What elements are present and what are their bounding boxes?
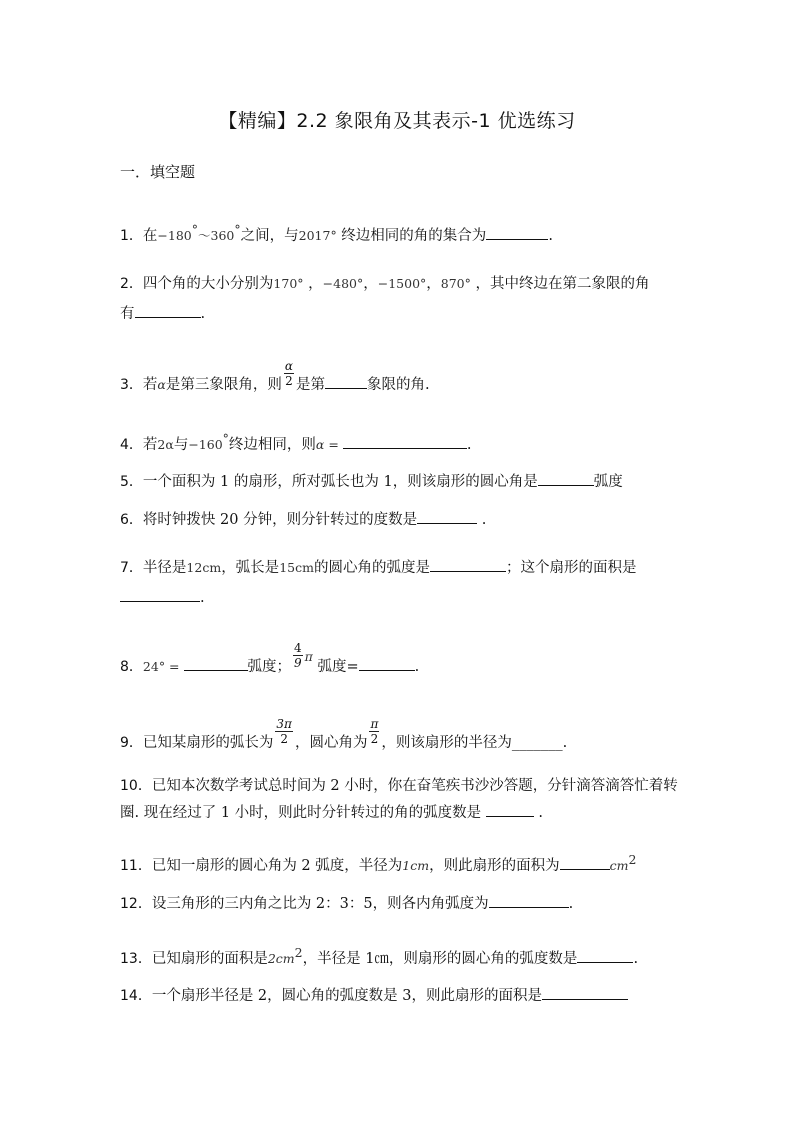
answer-blank <box>417 509 477 524</box>
question-number: 1． <box>120 227 143 244</box>
question-6: 6．将时钟拨快 20 分钟，则分针转过的度数是 . <box>120 505 680 535</box>
question-8: 8．24° = 弧度； $\frac{4}{9}$ π 弧度= . <box>120 640 420 675</box>
fraction: $\frac{3\pi}{2}$ <box>276 716 292 746</box>
answer-blank <box>560 855 610 870</box>
answer-blank <box>359 656 415 671</box>
question-9: 9．已知某扇形的弧长为 $\frac{3\pi}{2}$ ，圆心角为 $\frac{\pi}{2}$ ，则该扇形的半径为_______. <box>120 716 568 751</box>
answer-blank <box>120 587 200 602</box>
question-13: 13．已知扇形的面积是$2cm^2$，半径是 1㎝，则扇形的圆心角的弧度数是 . <box>120 945 639 967</box>
question-7: 7．半径是12cm，弧长是15cm的圆心角的弧度是 ；这个扇形的面积是 <box>120 553 680 583</box>
document-title: 【精编】2.2 象限角及其表示-1 优选练习 <box>218 110 576 132</box>
answer-blank <box>135 303 201 318</box>
question-14: 14．一个扇形半径是 2，圆心角的弧度数是 3，则此扇形的面积是 <box>120 981 680 1011</box>
fraction: $\frac{\pi}{2}$ <box>370 716 379 746</box>
fraction: $\frac{4}{9}$ <box>294 640 302 670</box>
question-11: 11．已知一扇形的圆心角为 2 弧度，半径为1cm，则此扇形的面积为 $cm^2$ <box>120 852 637 874</box>
section-heading: 一．填空题 <box>120 163 196 181</box>
answer-blank <box>577 948 633 963</box>
answer-blank <box>184 656 248 671</box>
answer-blank <box>486 225 548 240</box>
answer-blank <box>430 557 506 572</box>
answer-blank <box>486 802 534 817</box>
question-2-line2: 有 . <box>120 299 680 329</box>
question-1: 1．在−180°～360°之间，与2017° 终边相同的角的集合为 . <box>120 222 553 244</box>
question-5: 5．一个面积为 1 的扇形，所对弧长也为 1，则该扇形的圆心角是 弧度 <box>120 467 680 497</box>
answer-blank <box>542 985 628 1000</box>
answer-blank <box>538 471 594 486</box>
question-10-line2: 圈. 现在经过了 1 小时，则此时分针转过的角的弧度数是 . <box>120 798 680 828</box>
question-7-line2: . <box>120 583 680 613</box>
answer-blank <box>325 374 367 389</box>
fraction: $\frac{\alpha}{2}$ <box>284 358 293 388</box>
answer-blank <box>343 434 467 449</box>
question-3: 3．若α是第三象限角，则 $\frac{\alpha}{2}$ 是第 象限的角. <box>120 358 430 393</box>
question-10: 10．已知本次数学考试总时间为 2 小时，你在奋笔疾书沙沙答题，分针滴答滴答忙着转 <box>120 778 678 794</box>
question-12: 12．设三角形的三内角之比为 2：3：5，则各内角弧度为 . <box>120 889 680 919</box>
question-2: 2．四个角的大小分别为170° ，−480°，−1500°，870° ，其中终边在第二象限的角 <box>120 276 650 292</box>
question-4: 4．若2α与−160°终边相同，则α = . <box>120 431 472 453</box>
answer-blank <box>489 893 569 908</box>
